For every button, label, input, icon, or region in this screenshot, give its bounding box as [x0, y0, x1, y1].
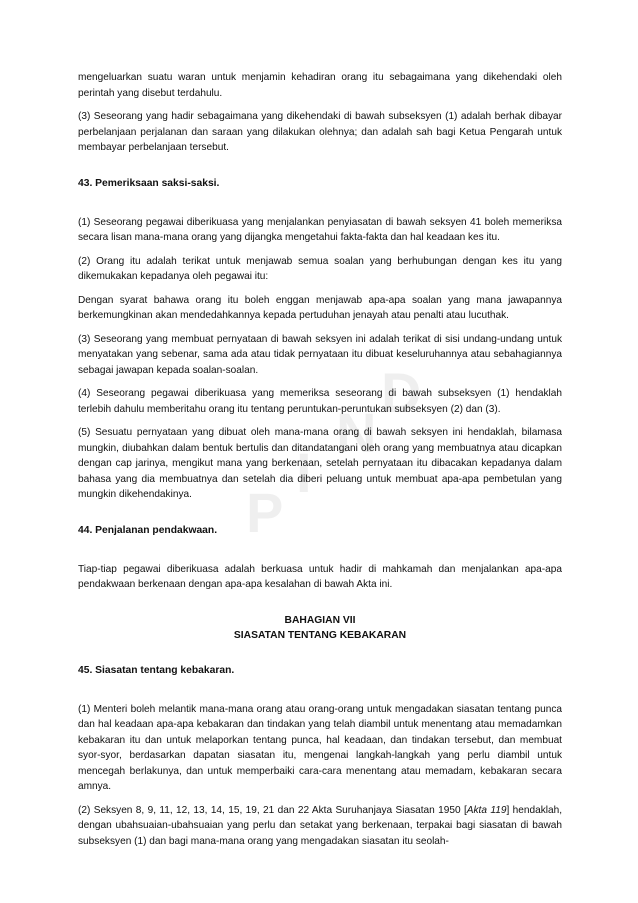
- watermark-letter: D: [381, 361, 422, 424]
- watermark-letter: P: [246, 481, 284, 544]
- section-43-para-5: (5) Sesuatu pernyataan yang dibuat oleh mana-mana orang di bawah seksyen ini hendaklah, bilamasa mungkin, diubahkan dalam bentuk bertulis dan ditandatangani oleh orang yang membuatnya atau dicapkan dengan cap jarinya, mengikut mana yang berkenaan, setelah pernyataan itu dibacakan kepadanya dalam bahasa yang dia membuatnya dan setelah dia diberi peluang untuk membuat apa-apa pembetulan yang mungkin dikehendakinya.: [78, 427, 562, 500]
- section-43-para-2: (2) Orang itu adalah terikat untuk menjawab semua soalan yang berhubungan dengan kes itu yang dikemukakan kepadanya oleh pegawai itu:: [78, 255, 562, 282]
- section-45-heading: 45. Siasatan tentang kebakaran.: [78, 664, 235, 676]
- section-43-proviso: Dengan syarat bahawa orang itu boleh enggan menjawab apa-apa soalan yang mana jawapannya berkemungkinan akan mendedahkannya kepada pertuduhan jenayah atau penalti atau lucuthak.: [78, 294, 562, 321]
- section-44-heading: 44. Penjalanan pendakwaan.: [78, 524, 218, 536]
- section-43-para-3: (3) Seseorang yang membuat pernyataan di bawah seksyen ini adalah terikat di sisi undang-undang untuk menyatakan yang sebenar, sama ada atau tidak pernyataan itu dibuat keseluruhannya atau sebahagiannya sebagai jawapan kepada soalan-soalan.: [78, 333, 562, 376]
- act-reference: Akta 119: [466, 804, 507, 816]
- paragraph-continuation: mengeluarkan suatu waran untuk menjamin kehadiran orang itu sebagaimana yang dikehendaki oleh perintah yang disebut terdahulu.: [78, 72, 562, 99]
- section-43-para-1: (1) Seseorang pegawai diberikuasa yang menjalankan penyiasatan di bawah seksyen 41 boleh memeriksa secara lisan mana-mana orang yang dijangka mengetahui fakta-fakta dan hal keadaan kes itu.: [78, 216, 562, 243]
- document-page: [78, 70, 562, 849]
- section-43-para-4: (4) Seseorang pegawai diberikuasa yang memeriksa seseorang di bawah subseksyen (1) hendaklah terlebih dahulu memberitahu orang itu tentang peruntukan-peruntukan subseksyen (2) dan (3).: [78, 388, 562, 415]
- section-45-para-2-text-b: ] hendaklah, dengan ubahsuaian-ubahsuaian yang perlu dan setakat yang berkenaan, terpakai bagi siasatan di bawah subseksyen (1) dan bagi mana-mana orang yang mengadakan siasatan itu seolah-: [78, 804, 563, 847]
- section-43-heading: 43. Pemeriksaan saksi-saksi.: [78, 177, 220, 189]
- section-45-para-2-text-a: (2) Seksyen 8, 9, 11, 12, 13, 14, 15, 19, 21 dan 22 Akta Suruhanjaya Siasatan 1950 [: [78, 804, 467, 816]
- part-title: BAHAGIAN VII: [284, 614, 356, 626]
- watermark-letter: N: [336, 401, 377, 464]
- section-45-para-1: (1) Menteri boleh melantik mana-mana orang atau orang-orang untuk mengadakan siasatan tentang punca dan hal keadaan apa-apa kebakaran dan tindakan yang telah diambil untuk menentang atau memadamkan kebakaran itu dan untuk melaporkan tentang punca, hal keadaan, dan tindakan tersebut, dan membuat syor-syor, berdasarkan dapatan siasatan itu, mengenai langkah-langkah yang perlu diambil untuk mencegah berlakunya, dan untuk memperbaiki cara-cara menentang atau memadam, kebakaran secara amnya.: [78, 703, 562, 792]
- section-44-para-1: Tiap-tiap pegawai diberikuasa adalah berkuasa untuk hadir di mahkamah dan menjalankan apa-apa pendakwaan berkenaan dengan apa-apa kesalahan di bawah Akta ini.: [78, 563, 562, 590]
- watermark-letter: I: [296, 441, 312, 504]
- section-45-para-2: [78, 803, 562, 850]
- paragraph-3: (3) Seseorang yang hadir sebagaimana yang dikehendaki di bawah subseksyen (1) adalah berhak dibayar perbelanjaan perjalanan dan saraan yang dilakukan olehnya; dan adalah sah bagi Ketua Pengarah untuk membayar perbelanjaan tersebut.: [78, 111, 562, 153]
- part-subtitle: SIASATAN TENTANG KEBAKARAN: [233, 629, 407, 641]
